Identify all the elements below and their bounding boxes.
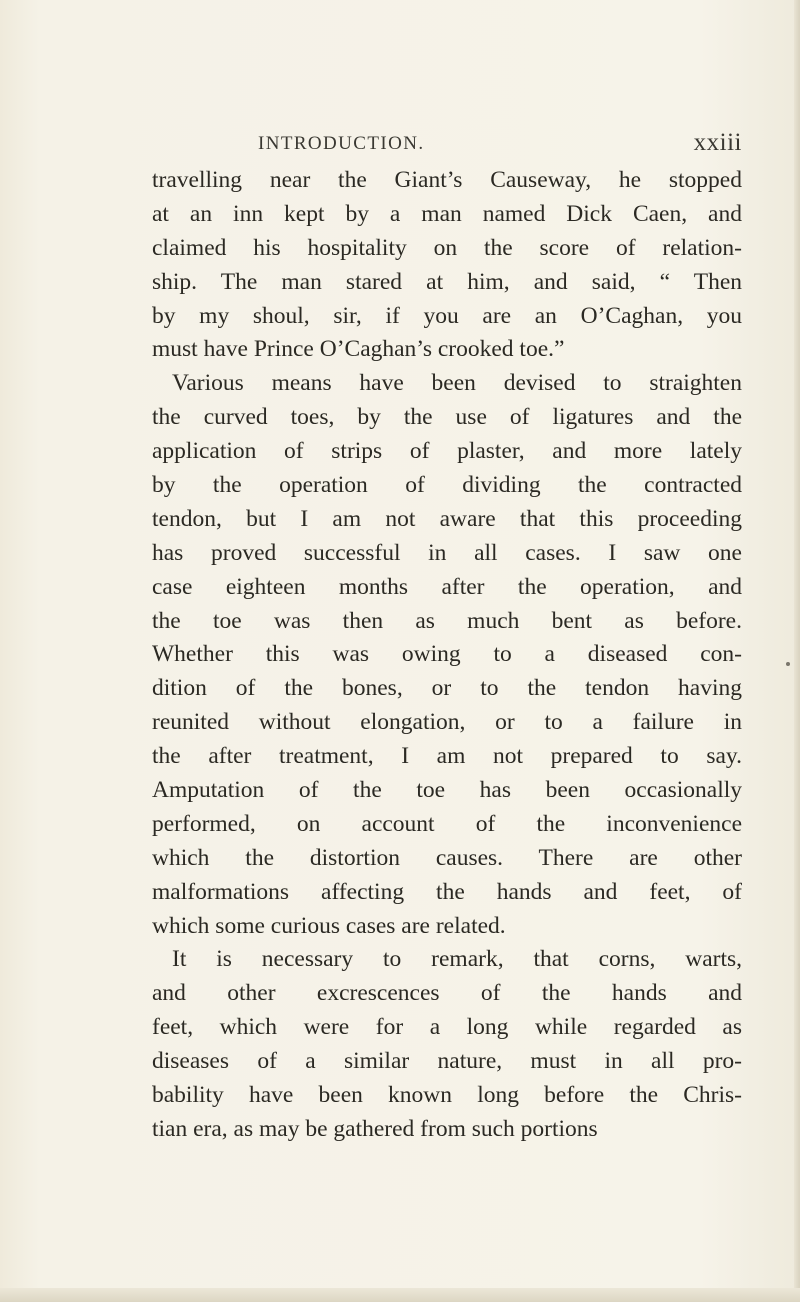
text-line: which the distortion causes. There are other xyxy=(152,844,742,871)
text-line: has proved successful in all cases. I saw one xyxy=(152,539,742,566)
text-line: tian era, as may be gathered from such portions xyxy=(152,1115,598,1142)
text-line: tendon, but I am not aware that this proceeding xyxy=(152,505,742,532)
text-line: which some curious cases are related. xyxy=(152,912,506,939)
text-line: bability have been known long before the Chris- xyxy=(152,1082,742,1109)
text-line: feet, which were for a long while regarded as xyxy=(152,1014,742,1041)
text-line: the toe was then as much bent as before. xyxy=(152,607,742,634)
text-line: dition of the bones, or to the tendon having xyxy=(152,675,742,702)
page-bottom-edge xyxy=(0,1288,800,1302)
page-edge xyxy=(794,0,800,1302)
text-line: ship. The man stared at him, and said, “ Then xyxy=(152,268,742,295)
page-header xyxy=(258,129,742,161)
text-line: diseases of a similar nature, must in all pro- xyxy=(152,1048,742,1075)
paragraph-start-line: It is necessary to remark, that corns, warts, xyxy=(172,946,742,973)
text-line: malformations affecting the hands and feet, of xyxy=(152,878,742,905)
text-line: Whether this was owing to a diseased con- xyxy=(152,641,742,668)
text-line: by the operation of dividing the contracted xyxy=(152,472,742,499)
paragraph-start-line: Various means have been devised to straighten xyxy=(172,370,742,397)
text-line: by my shoul, sir, if you are an O’Caghan, you xyxy=(152,302,742,329)
paper-speck xyxy=(786,662,790,666)
text-line: and other excrescences of the hands and xyxy=(152,980,742,1007)
text-line: case eighteen months after the operation, and xyxy=(152,573,742,600)
text-line: the after treatment, I am not prepared to say. xyxy=(152,743,742,770)
page-number: xxiii xyxy=(693,129,742,156)
text-line: the curved toes, by the use of ligatures and the xyxy=(152,404,742,431)
text-line: travelling near the Giant’s Causeway, he stopped xyxy=(152,167,742,193)
text-line: performed, on account of the inconvenience xyxy=(152,810,742,837)
text-line: Amputation of the toe has been occasionally xyxy=(152,777,742,804)
text-line: must have Prince O’Caghan’s crooked toe.” xyxy=(152,336,565,363)
text-line: reunited without elongation, or to a failure in xyxy=(152,709,742,736)
body-text xyxy=(152,164,742,1147)
running-head: INTRODUCTION. xyxy=(258,133,425,154)
text-line: at an inn kept by a man named Dick Caen, and xyxy=(152,200,742,227)
text-line: claimed his hospitality on the score of relation- xyxy=(152,234,742,261)
text-line: application of strips of plaster, and more lately xyxy=(152,438,742,465)
